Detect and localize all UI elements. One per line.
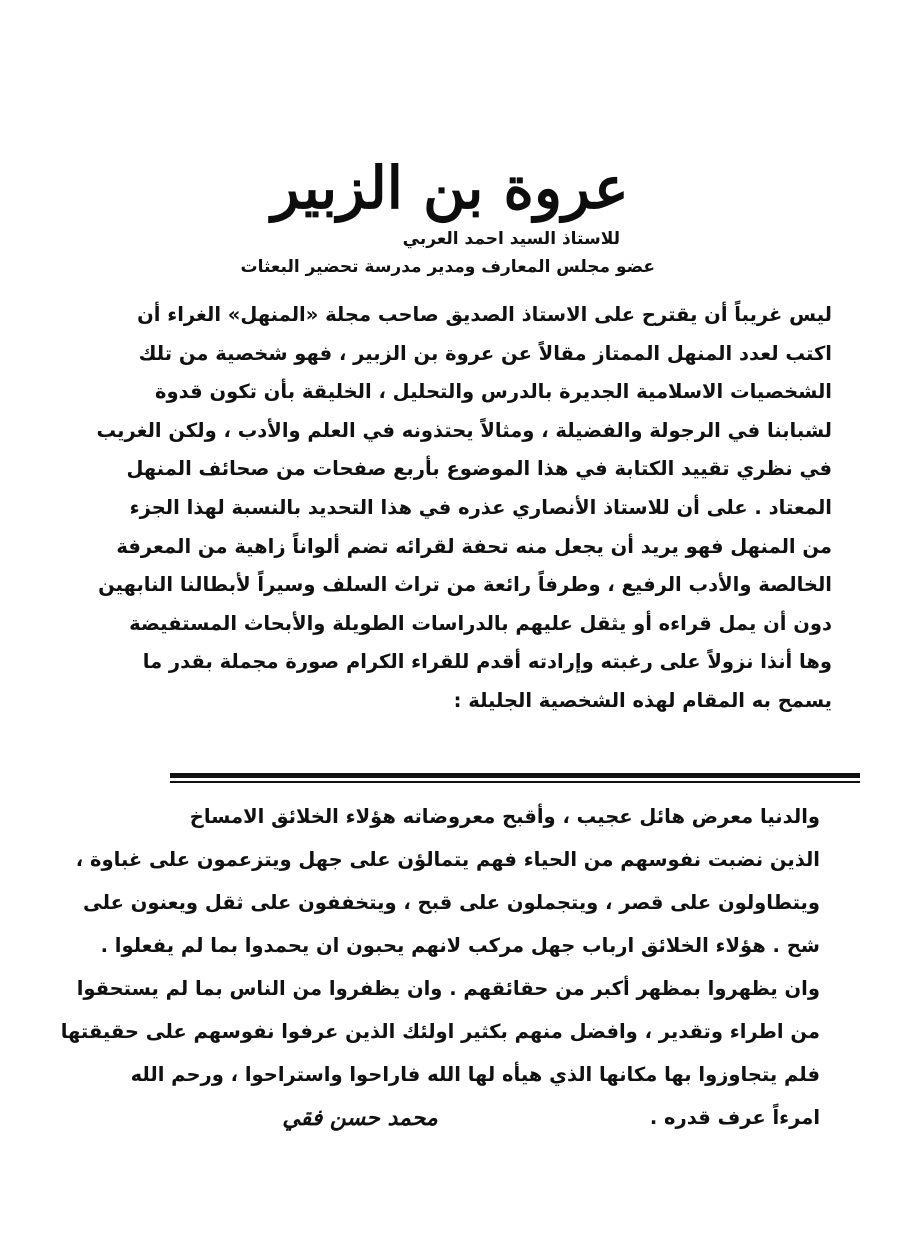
intro-line: في نظري تقييد الكتابة في هذا الموضوع بأربع صفحات من صحائف المنهل	[126, 457, 832, 481]
divider-thin-rule	[170, 781, 860, 783]
quote-line: ويتطاولون على قصر ، ويتجملون على قبح ، ويتخففون على ثقل ويعنون على	[82, 891, 820, 914]
intro-line: من المنهل فهو يريد أن يجعل منه تحفة لقرائه تضم ألواناً زاهية من المعرفة	[116, 534, 832, 558]
intro-line: ليس غريباً أن يقترح على الاستاذ الصديق صاحب مجلة «المنهل» الغراء أن	[137, 303, 832, 326]
quote-line: والدنيا معرض هائل عجيب ، وأقبح معروضاته هؤلاء الخلائق الامساخ	[189, 805, 820, 828]
quote-paragraph	[60, 795, 820, 1139]
intro-line: دون أن يمل قراءه أو يثقل عليهم بالدراسات الطويلة والأبحاث المستفيضة	[129, 611, 832, 635]
intro-line: الشخصيات الاسلامية الجديرة بالدرس والتحليل ، الخليقة بأن تكون قدوة	[155, 380, 832, 404]
quote-signature: محمد حسن فقي	[282, 1105, 438, 1131]
quote-line: وان يظهروا بمظهر أكبر من حقائقهم . وان يظفروا من الناس بما لم يستحقوا	[76, 977, 820, 1000]
author-role: عضو مجلس المعارف ومدير مدرسة تحضير البعثات	[240, 257, 655, 277]
intro-line: لشبابنا في الرجولة والفضيلة ، ومثالاً يحتذونه في العلم والأدب ، ولكن الغريب	[96, 418, 832, 442]
quote-line: الذين نضبت نفوسهم من الحياء فهم يتمالؤن على جهل ويتزعمون على غباوة ،	[75, 848, 820, 871]
article-title: عروة بن الزبير	[271, 154, 629, 222]
intro-paragraph	[57, 296, 832, 721]
quote-line: امرءاً عرف قدره .	[649, 1106, 820, 1129]
intro-line: الخالصة والأدب الرفيع ، وطرفاً رائعة من تراث السلف وسيراً لأبطالنا النابهين	[98, 573, 832, 597]
intro-line: يسمح به المقام لهذه الشخصية الجليلة :	[453, 688, 832, 712]
intro-line: المعتاد . على أن للاستاذ الأنصاري عذره في هذا التحديد بالنسبة لهذا الجزء	[129, 495, 832, 519]
intro-line: وها أنذا نزولاً على رغبته وإرادته أقدم للقراء الكرام صورة مجملة بقدر ما	[142, 650, 832, 674]
author-name: للاستاذ السيد احمد العربي	[402, 229, 620, 249]
intro-line: اكتب لعدد المنهل الممتاز مقالاً عن عروة بن الزبير ، فهو شخصية من تلك	[138, 341, 832, 365]
divider-thick-rule	[170, 773, 860, 778]
quote-line: شح . هؤلاء الخلائق ارباب جهل مركب لانهم يحبون ان يحمدوا بما لم يفعلوا .	[100, 934, 820, 957]
quote-line: فلم يتجاوزوا بها مكانها الذي هيأه لها الله فاراحوا واستراحوا ، ورحم الله	[130, 1063, 820, 1086]
quote-line: من اطراء وتقدير ، وافضل منهم بكثير اولئك الذين عرفوا نفوسهم على حقيقتها	[60, 1020, 820, 1043]
